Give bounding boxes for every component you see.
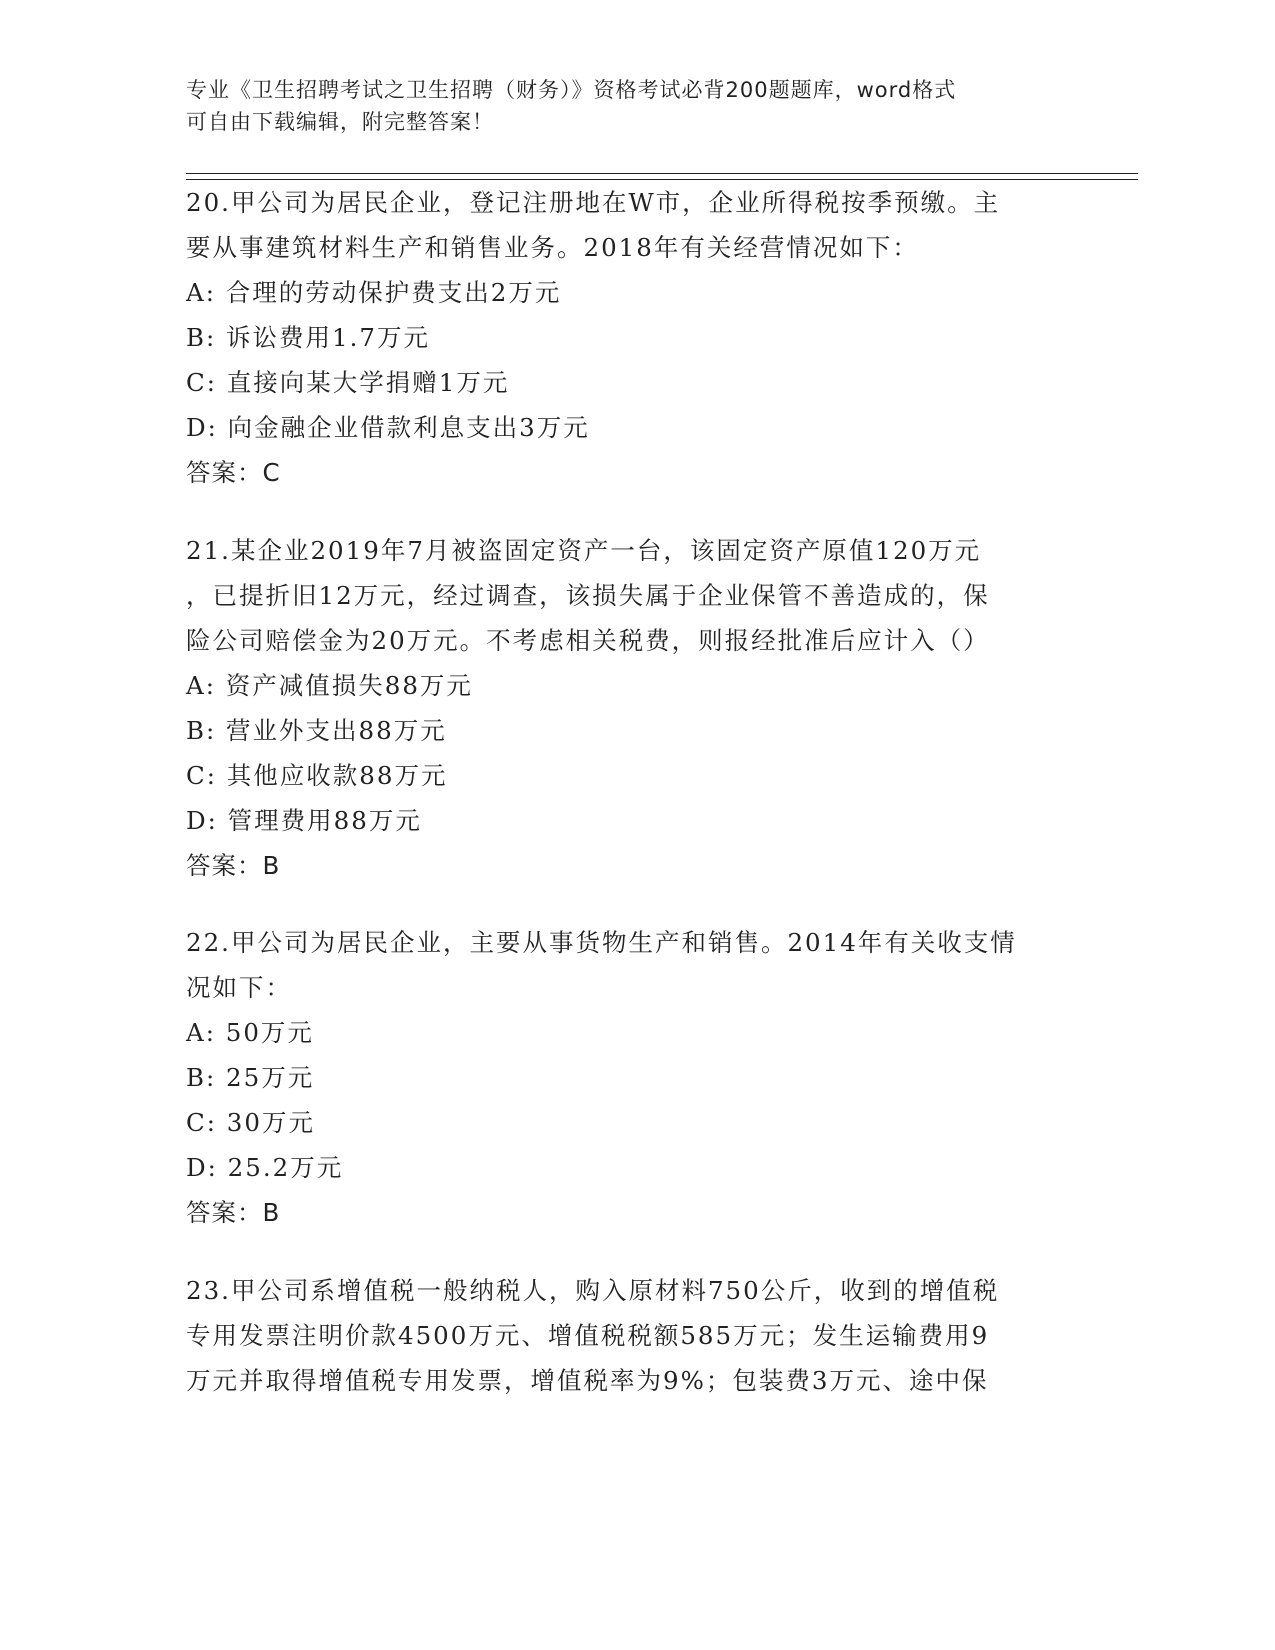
question-stem-line: 况如下： bbox=[186, 973, 292, 1002]
question-20 bbox=[186, 180, 1066, 495]
option-a: A: 合理的劳动保护费支出2万元 bbox=[186, 278, 562, 307]
question-stem-line: 21.某企业2019年7月被盗固定资产一台，该固定资产原值120万元 bbox=[186, 536, 982, 565]
option-b: B: 营业外支出88万元 bbox=[186, 716, 447, 745]
document-header bbox=[186, 74, 1086, 138]
question-stem-line: 20.甲公司为居民企业，登记注册地在W市，企业所得税按季预缴。主 bbox=[186, 188, 1001, 217]
option-b: B: 25万元 bbox=[186, 1063, 315, 1092]
header-line-1: 专业《卫生招聘考试之卫生招聘（财务）》资格考试必背200题题库，word格式 bbox=[186, 78, 957, 102]
header-divider-top bbox=[186, 173, 1138, 174]
question-stem-line: 专用发票注明价款4500万元、增值税税额585万元；发生运输费用9 bbox=[186, 1321, 990, 1350]
question-stem-line: ，已提折旧12万元，经过调查，该损失属于企业保管不善造成的，保 bbox=[186, 581, 990, 610]
option-c: C: 直接向某大学捐赠1万元 bbox=[186, 368, 510, 397]
question-stem-line: 险公司赔偿金为20万元。不考虑相关税费，则报经批准后应计入（） bbox=[186, 626, 990, 655]
option-d: D: 25.2万元 bbox=[186, 1153, 344, 1182]
option-a: A: 50万元 bbox=[186, 1018, 314, 1047]
answer-label: 答案：B bbox=[186, 851, 281, 880]
option-a: A: 资产减值损失88万元 bbox=[186, 671, 473, 700]
answer-label: 答案：C bbox=[186, 458, 281, 487]
question-21 bbox=[186, 528, 1066, 888]
question-stem-line: 万元并取得增值税专用发票，增值税率为9%；包装费3万元、途中保 bbox=[186, 1366, 989, 1395]
header-line-2: 可自由下载编辑，附完整答案！ bbox=[186, 110, 494, 134]
option-d: D: 向金融企业借款利息支出3万元 bbox=[186, 413, 590, 442]
question-stem-line: 23.甲公司系增值税一般纳税人，购入原材料750公斤，收到的增值税 bbox=[186, 1276, 1000, 1305]
question-22 bbox=[186, 920, 1066, 1235]
option-c: C: 其他应收款88万元 bbox=[186, 761, 448, 790]
answer-label: 答案：B bbox=[186, 1198, 281, 1227]
question-stem-line: 要从事建筑材料生产和销售业务。2018年有关经营情况如下： bbox=[186, 233, 919, 262]
option-b: B: 诉讼费用1.7万元 bbox=[186, 323, 431, 352]
question-stem-line: 22.甲公司为居民企业，主要从事货物生产和销售。2014年有关收支情 bbox=[186, 928, 1017, 957]
option-d: D: 管理费用88万元 bbox=[186, 806, 422, 835]
question-23 bbox=[186, 1268, 1066, 1403]
option-c: C: 30万元 bbox=[186, 1108, 315, 1137]
